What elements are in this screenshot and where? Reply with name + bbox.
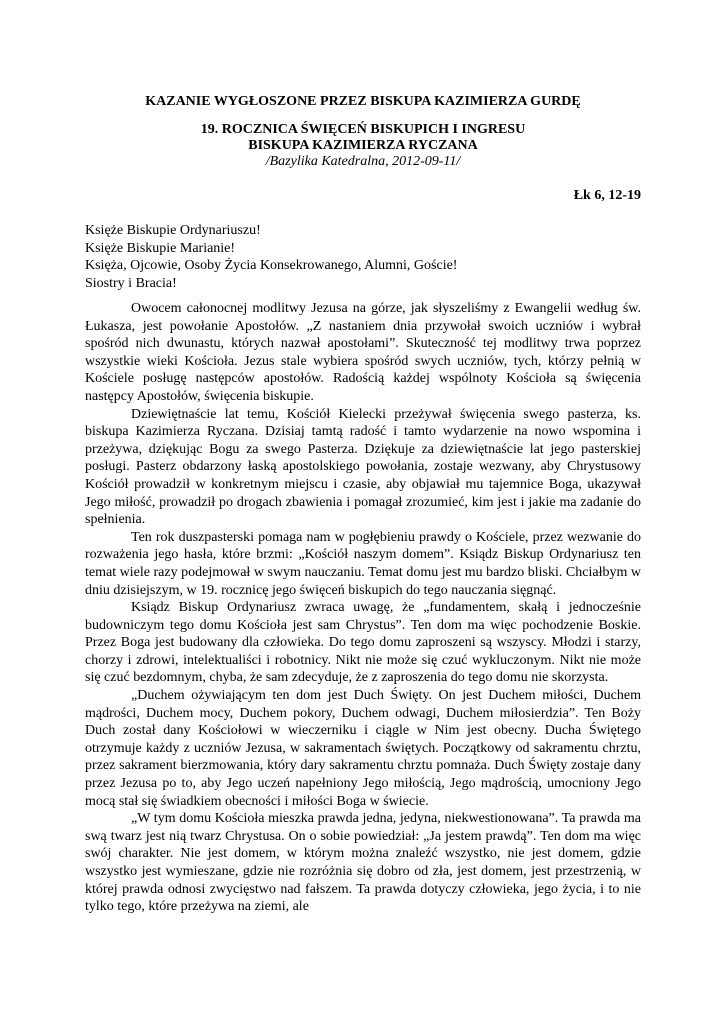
greeting-line: Księża, Ojcowie, Osoby Życia Konsekrowanego, Alumni, Goście! — [85, 258, 458, 273]
greetings-block — [85, 222, 641, 292]
occasion-title-line1: 19. ROCZNICA ŚWIĘCEŃ BISKUPICH I INGRESU — [200, 122, 526, 137]
body-paragraph: Owocem całonocnej modlitwy Jezusa na górze, jak słyszeliśmy z Ewangelii według św. Łukasza, jest powołanie Apostołów. „Z nastaniem dnia przywołał swoich uczniów i wybrał spośród nich dwunastu, których nazwał apostołami”. Skuteczność tej modlitwy trwa poprzez wszystkie wieki Kościoła. Jezus stale wybiera spośród swych uczniów, tych, którzy pełnią w Kościele posługę następców apostołów. Radością każdej wspólnoty Kościoła są święcenia następcy Apostołów, święcenia biskupie. — [85, 301, 641, 404]
sermon-body — [85, 300, 641, 916]
body-paragraph: „Duchem ożywiającym ten dom jest Duch Święty. On jest Duchem miłości, Duchem mądrości, Duchem mocy, Duchem pokory, Duchem odwagi, Duchem miłosierdzia”. Ten Boży Duch został dany Kościołowi w wieczerniku i ciągle w Nim jest obecny. Ducha Świętego otrzymuje każdy z uczniów Jezusa, w sakramentach świętych. Początkowy od sakramentu chrztu, przez sakrament bierzmowania, który dary sakramentu chrztu pomnaża. Duch Święty zostaje dany przez Jezusa po to, aby Jego uczeń napełniony Jego miłością, Jego mądrością, umocniony Jego mocą stał się świadkiem obecności i miłości Boga w świecie. — [85, 688, 641, 809]
gospel-reference: Łk 6, 12-19 — [573, 188, 641, 203]
body-paragraph: „W tym domu Kościoła mieszka prawda jedna, jedyna, niekwestionowana”. Ta prawda ma swą twarz jest nią twarz Chrystusa. On o sobie powiedział: „Ja jestem prawdą”. Ten dom ma więc swój charakter. Nie jest domem, w którym można znaleźć wszystko, nie jest domem, gdzie wszystko jest wymieszane, gdzie nie rozróżnia się dobro od zła, jest domem, jest przestrzenią, w której prawda odnosi zwycięstwo nad fałszem. Ta prawda dotyczy człowieka, jego życia, i to nie tylko tego, które przeżywa na ziemi, ale — [85, 811, 641, 915]
greeting-line: Siostry i Bracia! — [85, 275, 177, 291]
body-paragraph: Ten rok duszpasterski pomaga nam w pogłębieniu prawdy o Kościele, przez wezwanie do rozważenia jego hasła, które brzmi: „Kościół naszym domem”. Ksiądz Biskup Ordynariusz ten temat wiele razy podejmował w swym nauczaniu. Temat domu jest mu bardzo bliski. Chciałbym w dniu dzisiejszym, w 19. rocznicę jego święceń biskupich do tego nauczania sięgnąć. — [85, 529, 641, 598]
occasion-title-line2: BISKUPA KAZIMIERZA RYCZANA — [248, 138, 478, 153]
greeting-line: Księże Biskupie Marianie! — [85, 240, 236, 256]
greeting-line: Księże Biskupie Ordynariuszu! — [85, 223, 261, 238]
body-paragraph: Dziewiętnaście lat temu, Kościół Kielecki przeżywał święcenia swego pasterza, ks. biskupa Kazimierza Ryczana. Dzisiaj tamtą radość i tamto wydarzenie na nowo wspomina i przeżywa, dziękując Bogu za swego Pasterza. Dziękuje za dziewiętnaście lat jego pasterskiej posługi. Pasterz obdarzony łaską apostolskiego powołania, zostaje wezwany, aby Chrystusowy Kościół prowadził w konkretnym miejscu i czasie, aby objawiał mu tajemnice Boga, ukazywał Jego miłość, prowadził po drogach zbawienia i pomagał zrozumieć, kim jest i jakie ma zadanie do spełnienia. — [85, 406, 641, 528]
place-and-date: /Bazylika Katedralna, 2012-09-11/ — [265, 154, 461, 169]
sermon-title: KAZANIE WYGŁOSZONE PRZEZ BISKUPA KAZIMIERZA GURDĘ — [145, 94, 581, 109]
body-paragraph: Ksiądz Biskup Ordynariusz zwraca uwagę, że „fundamentem, skałą i jednocześnie budowniczym tego domu Kościoła jest sam Chrystus”. Ten dom ma więc pochodzenie Boskie. Przez Boga jest budowany dla człowieka. Do tego domu zaproszeni są wszyscy. Młodzi i starzy, chorzy i zdrowi, intelektualiści i robotnicy. Nikt nie może się czuć wykluczonym. Nikt nie może się czuć bezdomnym, chyba, że sam zdecyduje, że z zaproszenia do tego domu nie skorzysta. — [85, 600, 641, 686]
